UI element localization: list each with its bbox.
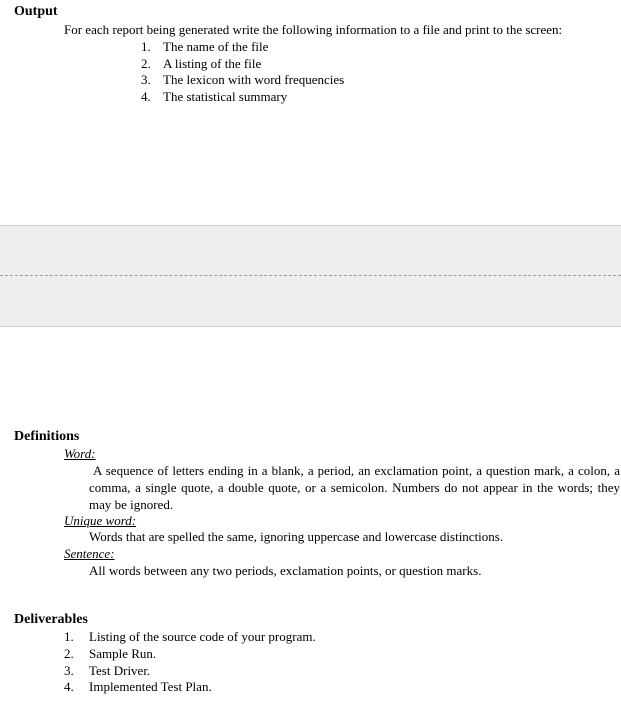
list-item-text: The name of the file: [163, 39, 269, 54]
definitions-heading: Definitions: [14, 429, 80, 444]
list-item: [64, 629, 316, 645]
list-item-text: Sample Run.: [89, 646, 157, 661]
list-item-text: Implemented Test Plan.: [89, 679, 212, 694]
list-item: [141, 39, 268, 55]
list-item: [141, 72, 344, 88]
list-item-number: 3.: [64, 663, 74, 678]
page-gap-bottom: [0, 276, 621, 327]
list-item-number: 1.: [64, 629, 74, 644]
list-item-number: 2.: [64, 646, 74, 661]
unique-word-term: Unique word:: [64, 513, 137, 528]
list-item: [64, 679, 212, 695]
list-item-text: A listing of the file: [163, 56, 262, 71]
list-item-number: 3.: [141, 72, 151, 87]
list-item: [141, 56, 261, 72]
output-intro: For each report being generated write the following information to a file and print to the screen:: [64, 22, 563, 37]
list-item: [64, 646, 156, 662]
list-item-number: 4.: [64, 679, 74, 694]
list-item-text: The statistical summary: [163, 89, 288, 104]
unique-word-definition: Words that are spelled the same, ignoring uppercase and lowercase distinctions.: [89, 529, 504, 544]
list-item-number: 1.: [141, 39, 151, 54]
sentence-definition: All words between any two periods, exclamation points, or question marks.: [89, 563, 482, 578]
list-item-text: The lexicon with word frequencies: [163, 72, 345, 87]
list-item: [64, 663, 150, 679]
list-item-text: Listing of the source code of your program.: [89, 629, 316, 644]
word-definition: A sequence of letters ending in a blank, a period, an exclamation point, a question mark, a colon, a comma, a single quote, a double quote, or a semicolon. Numbers do not appear in the words; they may be ignored.: [89, 463, 620, 512]
word-term: Word:: [64, 446, 96, 461]
deliverables-heading: Deliverables: [14, 612, 88, 627]
list-item: [141, 89, 287, 105]
list-item-number: 2.: [141, 56, 151, 71]
output-heading: Output: [14, 4, 58, 19]
page-gap-top: [0, 225, 621, 276]
sentence-term: Sentence:: [64, 546, 115, 561]
list-item-number: 4.: [141, 89, 151, 104]
list-item-text: Test Driver.: [89, 663, 151, 678]
